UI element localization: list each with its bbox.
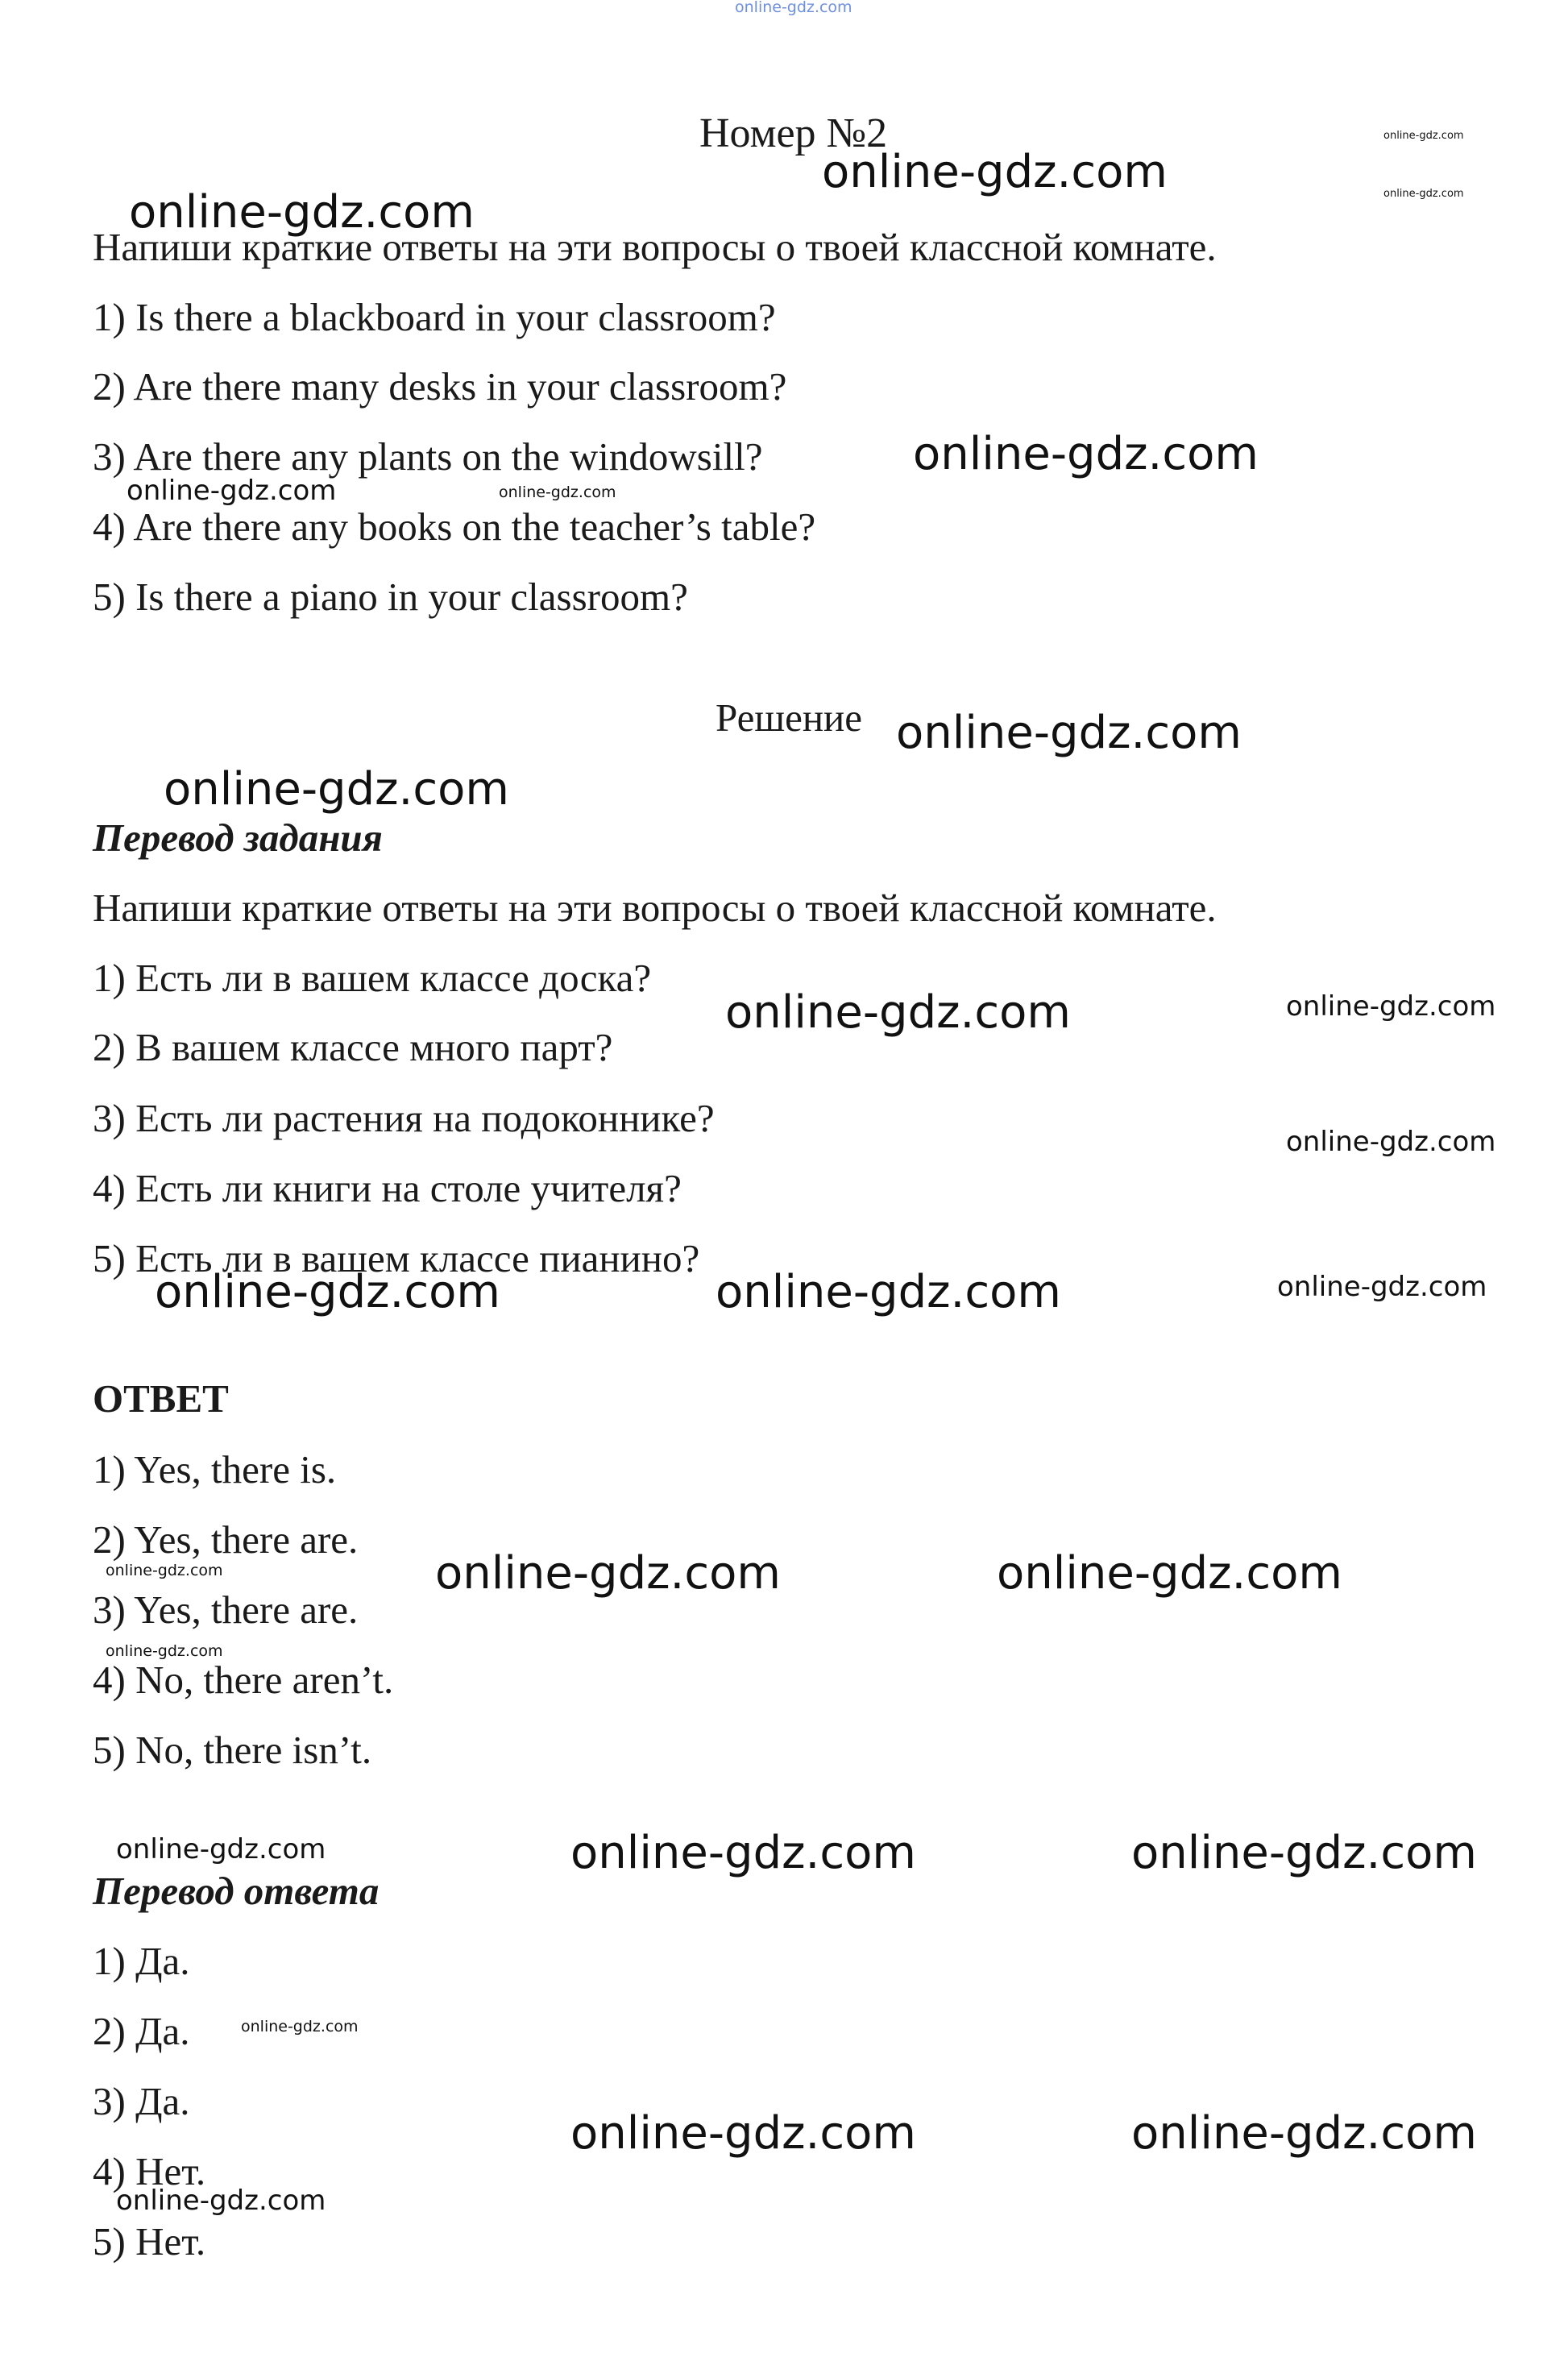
question-5: 5) Is there a piano in your classroom? — [93, 575, 688, 619]
task-instruction: Напиши краткие ответы на эти вопросы о твоей классной комнате. — [93, 225, 1217, 269]
solution-heading: Решение — [716, 695, 863, 740]
translation-heading: Перевод задания — [93, 815, 383, 860]
watermark: online-gdz.com — [164, 763, 509, 815]
answer-translation-1: 1) Да. — [93, 1939, 190, 1983]
watermark: online-gdz.com — [997, 1547, 1342, 1600]
watermark: online-gdz.com — [725, 986, 1071, 1039]
top-watermark: online-gdz.com — [735, 0, 852, 16]
answer-heading: ОТВЕТ — [93, 1376, 229, 1421]
question-1: 1) Is there a blackboard in your classroom? — [93, 295, 776, 339]
watermark: online-gdz.com — [716, 1266, 1061, 1318]
question-3: 3) Are there any plants on the windowsill? — [93, 434, 763, 479]
watermark: online-gdz.com — [106, 1562, 223, 1579]
watermark: online-gdz.com — [1383, 188, 1464, 200]
watermark: online-gdz.com — [1131, 1827, 1477, 1879]
watermark: online-gdz.com — [1277, 1271, 1487, 1303]
watermark: online-gdz.com — [570, 1827, 916, 1879]
watermark: online-gdz.com — [1131, 2107, 1477, 2160]
watermark: online-gdz.com — [127, 475, 337, 507]
watermark: online-gdz.com — [896, 707, 1242, 759]
watermark: online-gdz.com — [116, 1833, 326, 1865]
watermark: online-gdz.com — [570, 2107, 916, 2160]
answer-4: 4) No, there aren’t. — [93, 1658, 394, 1702]
question-2: 2) Are there many desks in your classroom? — [93, 364, 787, 409]
page-title: Номер №2 — [699, 110, 888, 156]
answer-translation-heading: Перевод ответа — [93, 1869, 380, 1913]
watermark: online-gdz.com — [241, 2018, 359, 2035]
watermark: online-gdz.com — [913, 428, 1259, 480]
watermark: online-gdz.com — [499, 483, 616, 501]
translated-question-2: 2) В вашем классе много парт? — [93, 1025, 613, 1069]
watermark: online-gdz.com — [155, 1266, 500, 1318]
translated-question-3: 3) Есть ли растения на подоконнике? — [93, 1096, 715, 1140]
watermark: online-gdz.com — [129, 186, 475, 239]
answer-translation-5: 5) Нет. — [93, 2219, 206, 2264]
watermark: online-gdz.com — [822, 146, 1168, 198]
answer-3: 3) Yes, there are. — [93, 1587, 359, 1632]
answer-1: 1) Yes, there is. — [93, 1447, 337, 1492]
answer-translation-4: 4) Нет. — [93, 2149, 206, 2193]
translation-instruction: Напиши краткие ответы на эти вопросы о твоей классной комнате. — [93, 886, 1217, 930]
watermark: online-gdz.com — [1286, 1126, 1496, 1158]
watermark: online-gdz.com — [116, 2185, 326, 2217]
translated-question-4: 4) Есть ли книги на столе учителя? — [93, 1166, 682, 1210]
watermark: online-gdz.com — [435, 1547, 781, 1600]
translated-question-1: 1) Есть ли в вашем классе доска? — [93, 956, 652, 1000]
answer-translation-3: 3) Да. — [93, 2079, 190, 2123]
watermark: online-gdz.com — [1286, 990, 1496, 1023]
answer-translation-2: 2) Да. — [93, 2009, 190, 2053]
watermark: online-gdz.com — [106, 1642, 223, 1660]
watermark: online-gdz.com — [1383, 130, 1464, 142]
translated-question-5: 5) Есть ли в вашем классе пианино? — [93, 1236, 700, 1280]
answer-2: 2) Yes, there are. — [93, 1517, 359, 1562]
question-4: 4) Are there any books on the teacher’s table? — [93, 504, 816, 549]
answer-5: 5) No, there isn’t. — [93, 1728, 372, 1772]
